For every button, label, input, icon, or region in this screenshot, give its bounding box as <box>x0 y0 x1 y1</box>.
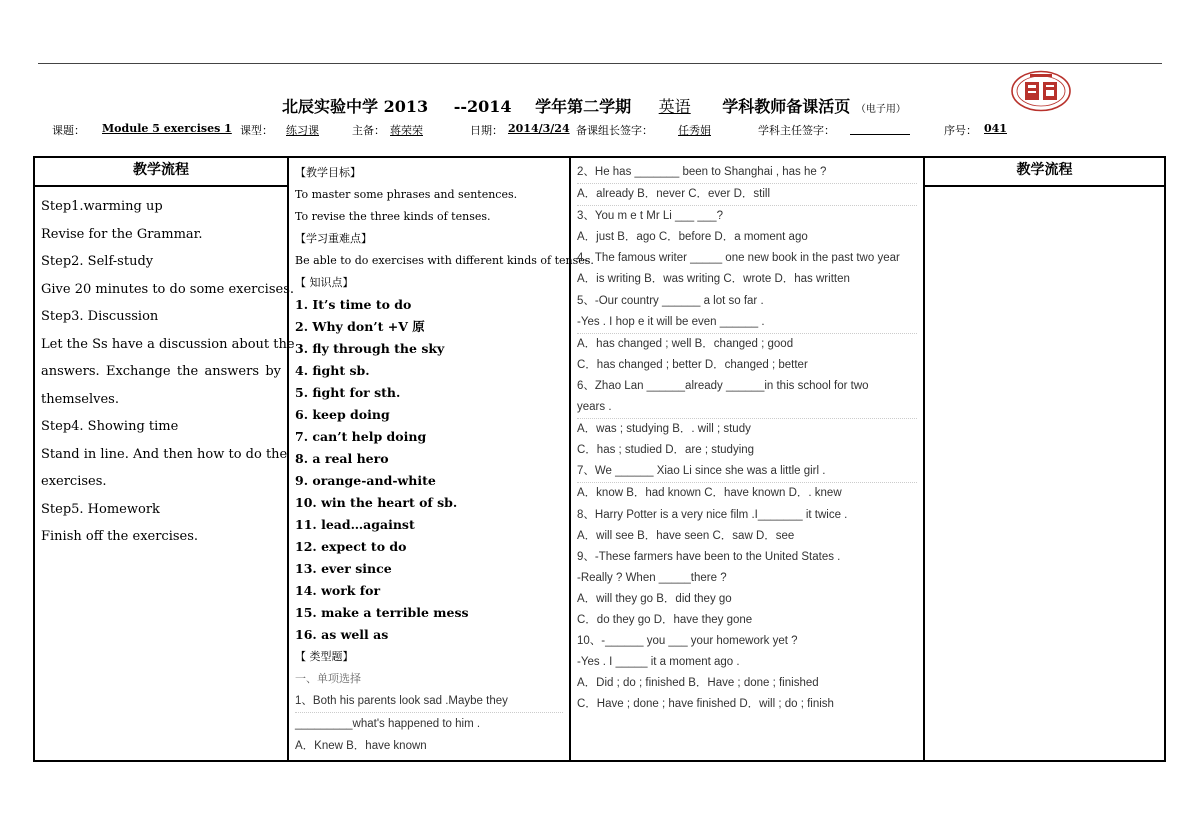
type-label: 课型： <box>240 124 273 137</box>
exercise-line: 10、-______ you ___ your homework yet ? <box>577 635 798 648</box>
step-line: answers. Exchange the answers by <box>41 364 281 379</box>
step-line: Let the Ss have a discussion about the <box>41 336 295 352</box>
exercise-line: years . <box>577 397 917 419</box>
exercise-line: A．Did ; do ; finished B．Have ; done ; finished <box>577 677 819 690</box>
subject: 英语 <box>658 97 691 116</box>
knowledge-point: 1. It’s time to do <box>295 297 412 312</box>
key-item: Be able to do exercises with different kinds of tenses. <box>295 254 594 267</box>
step-line: Step4. Showing time <box>41 419 179 434</box>
serial-label: 序号： <box>944 124 977 137</box>
question-options: A．Knew B．have known <box>295 740 427 752</box>
knowledge-point: 8. a real hero <box>295 451 389 466</box>
date-value: 2014/3/24 <box>508 122 570 135</box>
type-heading: 【 类型题】 <box>295 650 354 663</box>
exercises-column <box>571 158 925 760</box>
col1-header: 教学流程 <box>35 158 287 187</box>
points-heading: 【 知识点】 <box>295 276 354 289</box>
type-value: 练习课 <box>286 124 319 137</box>
term: 学年第二学期 <box>535 97 632 116</box>
exercise-line: A．know B．had known C．have known D．. knew <box>577 487 842 500</box>
exercise-line: A．will they go B．did they go <box>577 592 732 605</box>
knowledge-point: 15. make a terrible mess <box>295 605 469 620</box>
exercise-line: 7、We ______ Xiao Li since she was a little girl . <box>577 461 917 483</box>
exercise-line: A．just B．ago C．before D．a moment ago <box>577 231 808 244</box>
exercise-line: A．is writing B．was writing C．wrote D．has written <box>577 273 850 286</box>
teaching-process-column <box>35 158 295 760</box>
top-rule <box>38 63 1162 64</box>
step-line: exercises. <box>41 474 107 489</box>
exercise-line: C．has changed ; better D．changed ; better <box>577 358 808 371</box>
exercise-line: C．do they go D．have they gone <box>577 613 753 626</box>
dept-head-signature-blank <box>850 122 910 135</box>
school-years: --2014 <box>453 97 512 116</box>
step-line: Give 20 minutes to do some exercises. <box>41 281 294 297</box>
knowledge-point: 11. lead…against <box>295 517 415 532</box>
section-heading: 一、单项选择 <box>295 672 361 685</box>
teaching-process-notes-column <box>925 158 1164 760</box>
date-label: 日期： <box>470 124 503 137</box>
exercise-line: -Really ? When _____there ? <box>577 571 727 584</box>
exercise-line: 8、Harry Potter is a very nice film .I_______ it twice . <box>577 508 848 521</box>
step-line: Step5. Homework <box>41 501 160 517</box>
teaching-steps <box>35 187 295 551</box>
knowledge-point: 9. orange-and-white <box>295 473 436 488</box>
knowledge-point: 3. fly through the sky <box>295 341 445 356</box>
goal-heading: 【教学目标】 <box>295 166 361 179</box>
sheet-title: 学科教师备课活页 <box>722 97 851 116</box>
dept-head-label: 学科主任签字： <box>758 124 835 137</box>
step-line: Stand in line. And then how to do the <box>41 446 288 462</box>
knowledge-point: 13. ever since <box>295 561 392 576</box>
exercise-line: 4、The famous writer _____ one new book in the past two year <box>577 252 900 265</box>
group-leader-label: 备课组长签字： <box>576 124 653 137</box>
exercise-line: 3、You m e t Mr Li ___ ___? <box>577 210 723 223</box>
step-line: Step3. Discussion <box>41 309 159 324</box>
school-title: 北辰实验中学 2013 <box>282 97 429 116</box>
knowledge-point: 14. work for <box>295 583 381 598</box>
exercise-line: 6、Zhao Lan ______already ______in this school for two <box>577 379 869 392</box>
knowledge-point: 7. can’t help doing <box>295 429 427 444</box>
objectives-content <box>289 158 594 757</box>
col4-header: 教学流程 <box>925 158 1164 187</box>
group-leader-value: 任秀娟 <box>678 124 711 137</box>
step-line: Step1.warming up <box>41 199 163 214</box>
exercise-line: A．will see B．have seen C．saw D．see <box>577 529 795 542</box>
exercise-line: 9、-These farmers have been to the United States . <box>577 550 841 563</box>
lesson-plan-table <box>33 156 1166 762</box>
exercise-line: A．already B．never C．ever D．still <box>577 184 917 206</box>
step-line: Finish off the exercises. <box>41 529 199 544</box>
school-seal-logo <box>1010 70 1072 112</box>
exercise-line: C．Have ; done ; have finished D．will ; do ; finish <box>577 698 834 711</box>
goal-item: To master some phrases and sentences. <box>295 188 518 201</box>
topic-value: Module 5 exercises 1 <box>102 122 232 135</box>
question-line: 1、Both his parents look sad .Maybe they <box>295 690 563 713</box>
key-heading: 【学习重难点】 <box>295 232 372 245</box>
topic-label: 课题： <box>52 124 85 137</box>
objectives-column <box>289 158 594 760</box>
edition-note: （电子用） <box>855 104 906 115</box>
exercise-line: C．has ; studied D．are ; studying <box>577 444 755 457</box>
step-line: Revise for the Grammar. <box>41 226 203 242</box>
exercise-line: A．has changed ; well B．changed ; good <box>577 337 794 350</box>
knowledge-point: 2. Why don’t +V 原 <box>295 319 425 334</box>
exercise-line: A．was ; studying B．. will ; study <box>577 423 751 436</box>
author-label: 主备： <box>352 124 385 137</box>
question-line: _________what's happened to him . <box>295 718 481 730</box>
knowledge-point: 16. as well as <box>295 627 389 642</box>
exercise-line: 5、-Our country ______ a lot so far . <box>577 294 764 307</box>
goal-item: To revise the three kinds of tenses. <box>295 210 491 223</box>
exercise-line: 2、He has _______ been to Shanghai , has he ? <box>577 162 917 184</box>
knowledge-point: 6. keep doing <box>295 407 390 422</box>
page-header-title <box>282 94 906 117</box>
step-line: Step2. Self-study <box>41 254 154 269</box>
serial-value: 041 <box>984 122 1007 135</box>
knowledge-point: 5. fight for sth. <box>295 385 401 400</box>
knowledge-point: 10. win the heart of sb. <box>295 495 458 510</box>
exercise-line: -Yes . I _____ it a moment ago . <box>577 656 740 669</box>
author-value: 蒋荣荣 <box>390 124 423 137</box>
knowledge-point: 12. expect to do <box>295 539 407 554</box>
exercise-list <box>571 158 923 715</box>
knowledge-point: 4. fight sb. <box>295 363 370 378</box>
exercise-line: -Yes . I hop e it will be even ______ . <box>577 312 917 334</box>
step-line: themselves. <box>41 391 119 407</box>
